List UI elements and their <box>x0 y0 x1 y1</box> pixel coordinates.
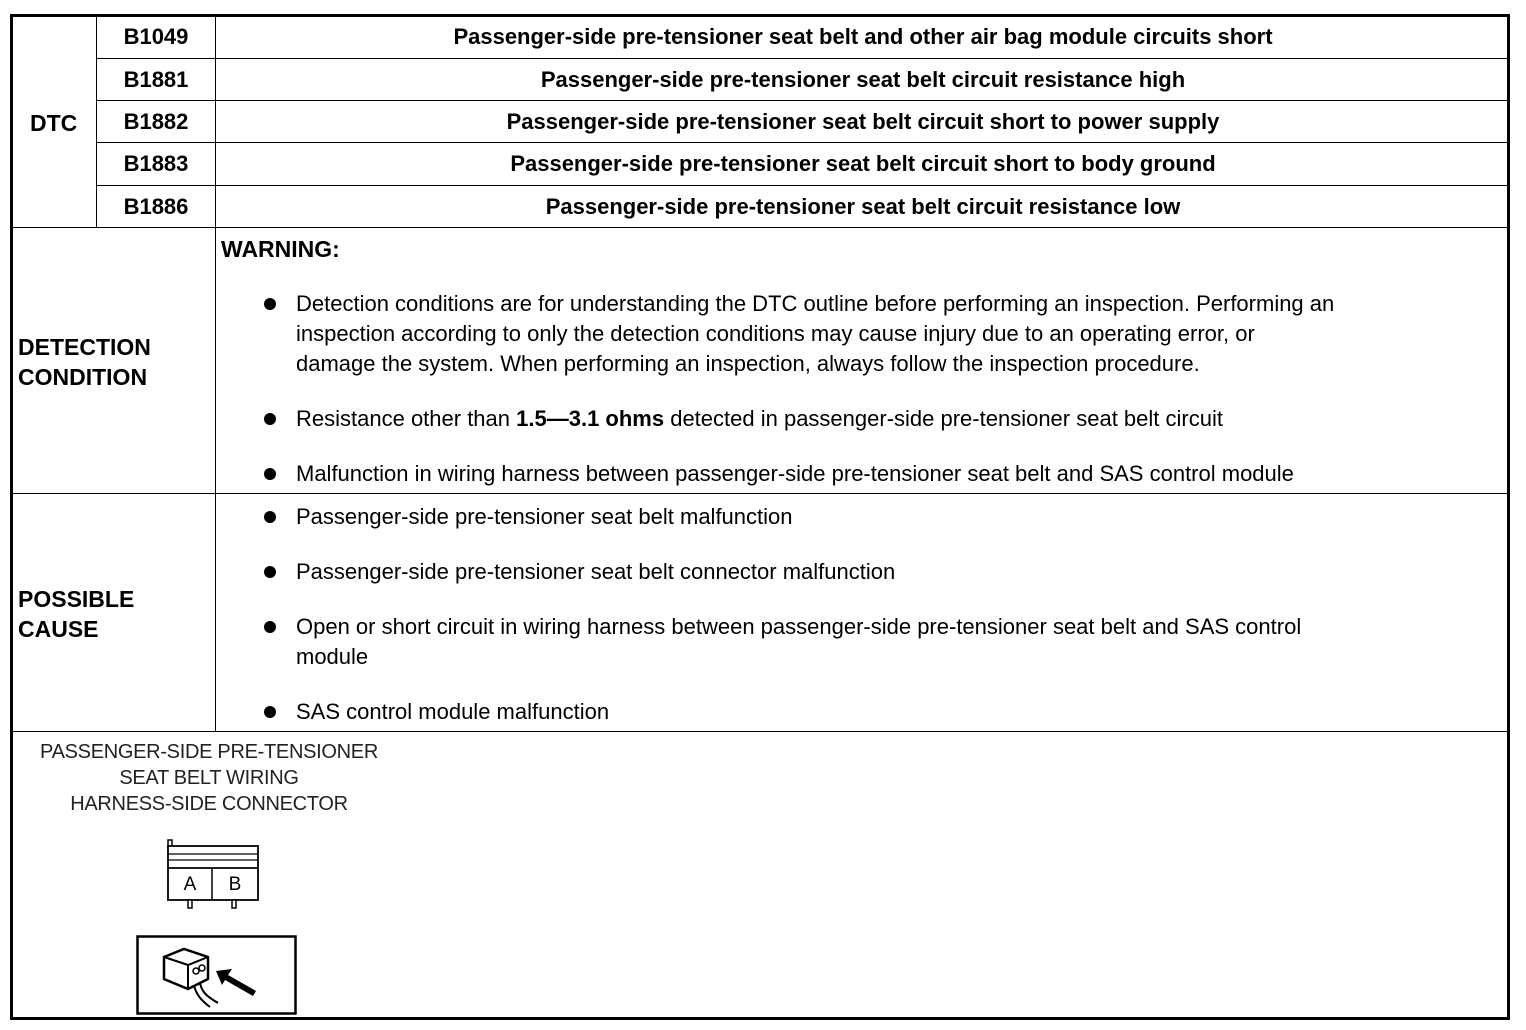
warning-heading: WARNING: <box>221 236 340 262</box>
dtc-description: Passenger-side pre-tensioner seat belt circuit short to power supply <box>506 109 1220 134</box>
bullet-icon <box>264 511 276 523</box>
bullet-icon <box>264 468 276 480</box>
detection-item: Resistance other than 1.5—3.1 ohms detected in passenger-side pre-tensioner seat belt circuit <box>296 406 1223 431</box>
section-divider <box>10 493 1510 494</box>
bullet-icon <box>264 566 276 578</box>
bullet-icon <box>264 413 276 425</box>
harness-connector-diagram <box>160 832 264 912</box>
section-divider <box>10 227 1510 228</box>
dtc-description: Passenger-side pre-tensioner seat belt circuit short to body ground <box>510 151 1216 176</box>
bullet-icon <box>264 298 276 310</box>
cause-item: Passenger-side pre-tensioner seat belt connector malfunction <box>296 559 896 584</box>
dtc-code: B1883 <box>123 151 189 176</box>
dtc-description: Passenger-side pre-tensioner seat belt circuit resistance low <box>545 194 1181 219</box>
detection-item: Detection conditions are for understanding the DTC outline before performing an inspection. Performing an inspection according to only the detection conditions may cause injury due to an operating error, or damage the system. When performing an inspection, always follow the inspection procedure. <box>296 291 1335 376</box>
section-divider <box>10 731 1510 732</box>
dtc-code: B1882 <box>123 109 189 134</box>
bullet-icon <box>264 706 276 718</box>
dtc-code: B1886 <box>123 194 189 219</box>
cause-item: Open or short circuit in wiring harness between passenger-side pre-tensioner seat belt and SAS control module <box>296 614 1302 669</box>
cause-item: Passenger-side pre-tensioner seat belt malfunction <box>296 504 793 529</box>
row-divider <box>96 142 1510 143</box>
row-divider <box>96 185 1510 186</box>
detection-item: Malfunction in wiring harness between passenger-side pre-tensioner seat belt and SAS control module <box>296 461 1294 486</box>
dtc-code: B1049 <box>123 24 189 49</box>
dtc-label: DTC <box>30 110 78 136</box>
bullet-icon <box>264 621 276 633</box>
dtc-description: Passenger-side pre-tensioner seat belt and other air bag module circuits short <box>453 24 1273 49</box>
harness-connector-view-icon <box>136 935 298 1017</box>
dtc-code: B1881 <box>123 67 189 92</box>
row-divider <box>96 58 1510 59</box>
cause-item: SAS control module malfunction <box>296 699 610 724</box>
pin-b-label: B <box>228 874 242 895</box>
pin-a-label: A <box>183 874 197 895</box>
possible-cause-label: POSSIBLE CAUSE <box>18 586 135 642</box>
connector-caption: PASSENGER-SIDE PRE-TENSIONER SEAT BELT WIRING HARNESS-SIDE CONNECTOR <box>40 741 378 815</box>
resistance-spec: 1.5—3.1 ohms <box>516 406 665 431</box>
row-divider <box>96 100 1510 101</box>
detection-condition-label: DETECTION CONDITION <box>18 334 151 390</box>
dtc-description: Passenger-side pre-tensioner seat belt circuit resistance high <box>540 67 1186 92</box>
